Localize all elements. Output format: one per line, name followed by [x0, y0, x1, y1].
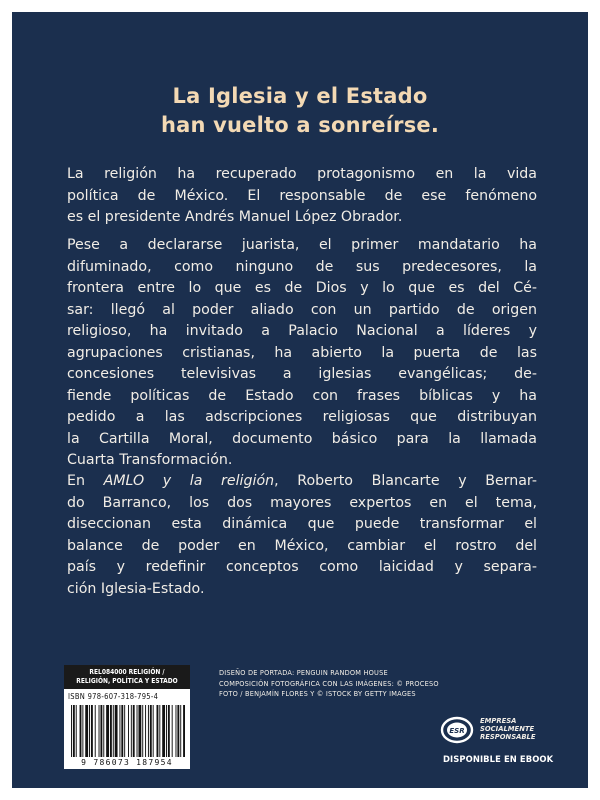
barcode-bar [177, 705, 179, 757]
isbn-barcode-box [64, 665, 190, 769]
barcode-bar [176, 705, 177, 757]
text-line: concesiones televisivas a iglesias evangélicas; de- [67, 366, 537, 382]
barcode-bar [183, 705, 185, 757]
text-line: agrupaciones cristianas, ha abierto la puerta de las [67, 344, 537, 361]
bisac-line: REL084000 RELIGIÓN / [89, 668, 165, 676]
paragraph-authors [67, 471, 537, 600]
text-line: Pese a declararse juarista, el primer mandatario ha [67, 237, 537, 253]
barcode-bar [95, 705, 96, 757]
esr-line: RESPONSABLE [480, 732, 536, 741]
text-fragment: En [67, 473, 104, 489]
barcode-bar [103, 705, 104, 757]
barcode-bar [157, 705, 159, 757]
text-line: frontera entre lo que es de Dios y lo que es del Cé- [67, 280, 537, 296]
barcode-bar [162, 705, 165, 757]
barcode-bar [148, 705, 149, 757]
barcode-bar [115, 705, 118, 757]
text-line: La religión ha recuperado protagonismo en la vida [67, 166, 537, 182]
barcode-number: 9 786073 187954 [81, 758, 173, 767]
ebook-availability-label: DISPONIBLE EN EBOOK [443, 754, 554, 764]
book-back-cover [12, 12, 588, 788]
text-line: do Barranco, los dos mayores expertos en el tema, [67, 494, 537, 511]
barcode-bar [89, 705, 90, 757]
text-line: balance de poder en México, cambiar el rostro del [67, 537, 537, 554]
barcode-bar [100, 705, 102, 757]
credit-line: DISEÑO DE PORTADA: PENGUIN RANDOM HOUSE [219, 669, 388, 677]
barcode-bar [166, 705, 167, 757]
barcode-bar [168, 705, 170, 757]
barcode-bar [133, 705, 135, 757]
text-line: país y redefinir conceptos como laicidad y separa- [67, 559, 537, 575]
barcode-bar [153, 705, 154, 757]
barcode-bar [119, 705, 120, 757]
isbn-text: ISBN 978-607-318-795-4 [68, 692, 159, 701]
text-line: la Cartilla Moral, documento básico para la llamada [67, 430, 537, 447]
barcode-bar [142, 705, 143, 757]
barcode-bar [128, 705, 129, 757]
text-line: difuminado, como ninguno de sus predecesores, la [67, 258, 537, 275]
barcode-bar [110, 705, 112, 757]
esr-logo-text: ESR [449, 727, 465, 735]
text-line: diseccionan esta dinámica que puede transformar el [67, 516, 537, 532]
barcode-bar [131, 705, 132, 757]
credit-line: FOTO / BENJAMÍN FLORES Y © ISTOCK BY GETTY IMAGES [219, 690, 416, 698]
barcode-bar [138, 705, 141, 757]
headline-line: han vuelto a sonreírse. [160, 113, 440, 137]
barcode-bar [121, 705, 123, 757]
barcode-bar [180, 705, 181, 757]
barcode-bar [124, 705, 125, 757]
barcode-bar [106, 705, 109, 757]
credit-line: COMPOSICIÓN FOTOGRÁFICA CON LAS IMÁGENES: © PROCESO [219, 679, 439, 688]
book-title: AMLO y la religión [103, 473, 275, 489]
esr-line: EMPRESA [480, 717, 517, 725]
text-line: pedido a las adscripciones religiosas que distribuyan [67, 409, 537, 425]
text-line: sar: llegó al poder aliado con un partido de origen [67, 301, 537, 318]
design-credits [219, 668, 449, 700]
barcode-bar [145, 705, 146, 757]
barcode-bar [82, 705, 83, 757]
text-line [67, 471, 537, 493]
paragraph-description [67, 235, 537, 472]
barcode-bar [172, 705, 173, 757]
text-line: Cuarta Transformación. [67, 452, 233, 468]
cover-headline [12, 82, 588, 140]
barcode-bar [113, 705, 114, 757]
esr-label [480, 718, 536, 741]
bisac-line: RELIGIÓN, POLÍTICA Y ESTADO [76, 676, 178, 685]
barcode-bar [159, 705, 160, 757]
barcode-graphic [71, 705, 185, 757]
barcode-bar [71, 705, 72, 757]
text-line: política de México. El responsable de ese fenómeno [67, 187, 537, 204]
barcode-bar [150, 705, 152, 757]
headline-line: La Iglesia y el Estado [172, 84, 428, 108]
barcode-bar [99, 705, 100, 757]
barcode-bar [76, 705, 77, 757]
esr-line: SOCIALMENTE [480, 724, 535, 733]
text-line: ción Iglesia-Estado. [67, 580, 205, 597]
bisac-category [64, 665, 190, 689]
barcode-bar [137, 705, 138, 757]
barcode-bar [85, 705, 88, 757]
text-line: es el presidente Andrés Manuel López Obrador. [67, 209, 403, 225]
barcode-bar [73, 705, 75, 757]
text-fragment: , Roberto Blancarte y Bernar- [274, 473, 537, 489]
esr-logo-icon [440, 715, 474, 745]
text-line: fiende políticas de Estado con frases bíblicas y ha [67, 387, 537, 404]
text-line: religioso, ha invitado a Palacio Nacional a líderes y [67, 323, 537, 339]
barcode-bar [80, 705, 82, 757]
barcode-bar [91, 705, 93, 757]
paragraph-intro [67, 164, 537, 229]
